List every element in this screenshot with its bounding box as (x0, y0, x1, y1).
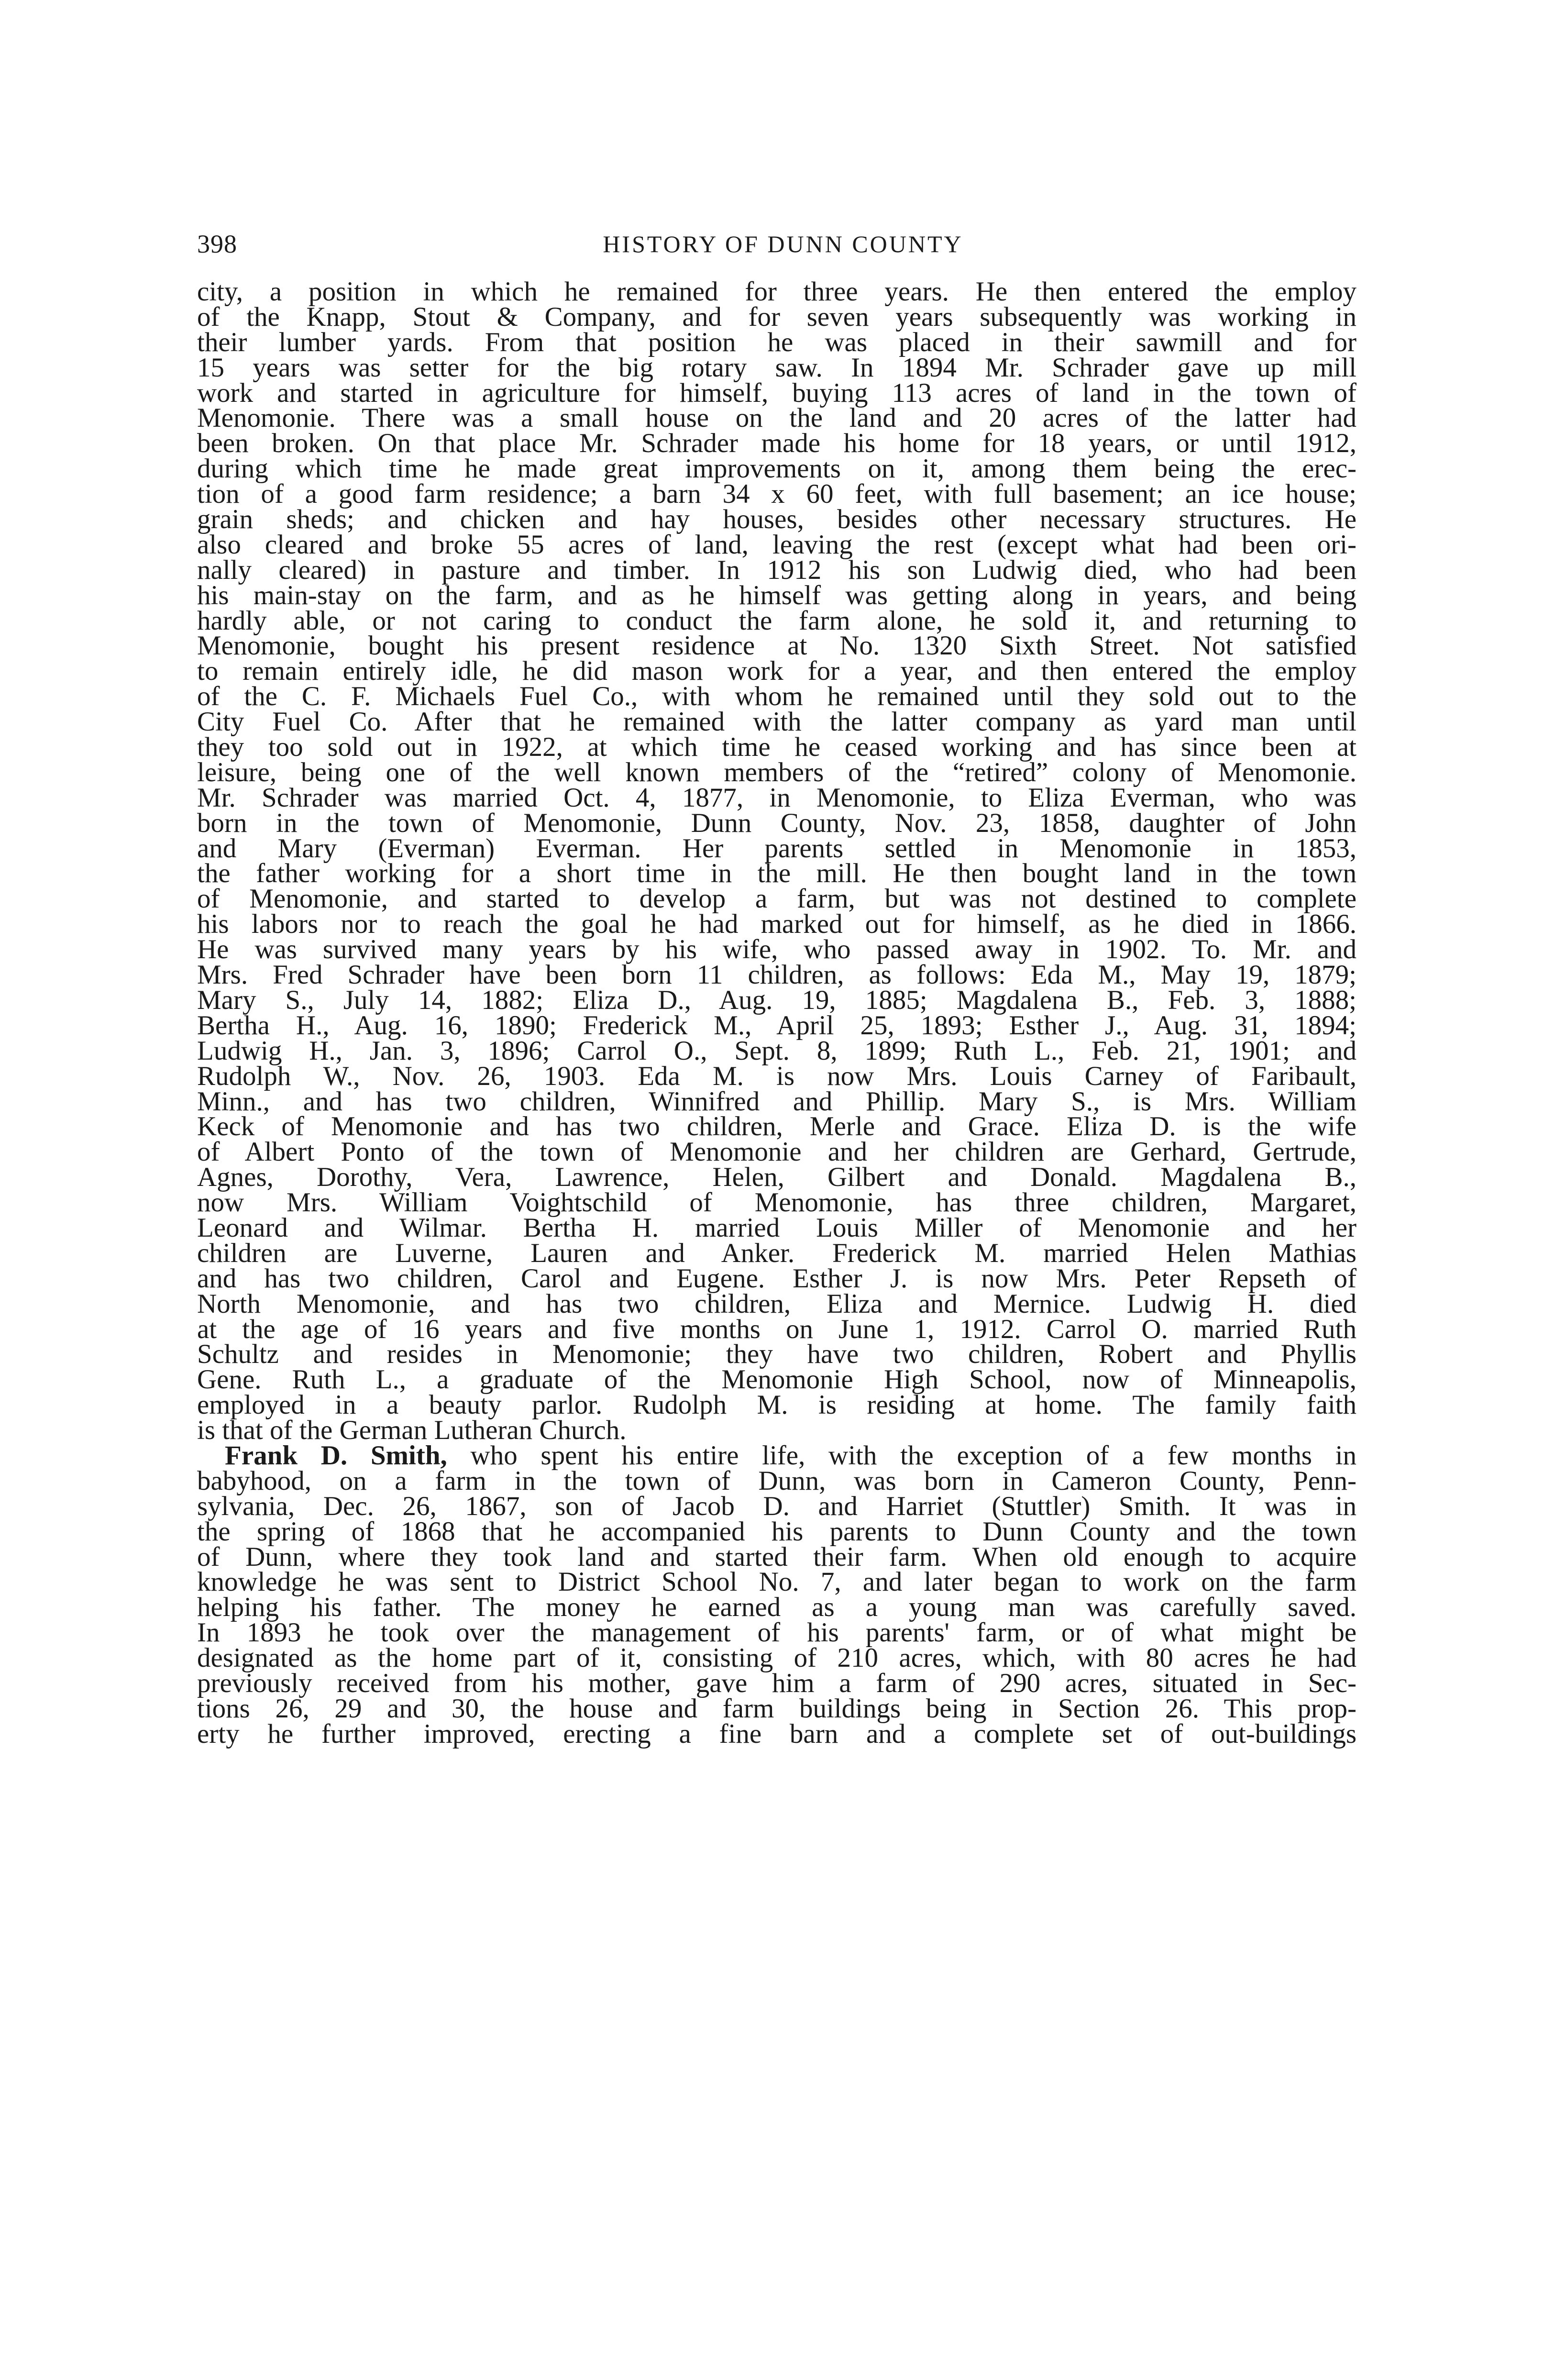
text-line: Schultz and resides in Menomonie; they have two children, Robert and Phyllis (197, 1339, 1356, 1370)
text-line: the spring of 1868 that he accompanied his parents to Dunn County and the town (197, 1516, 1356, 1547)
text-line: tion of a good farm residence; a barn 34 x 60 feet, with full basement; an ice house; (197, 479, 1356, 509)
entry-first-line (197, 1440, 1356, 1471)
text-line: children are Luverne, Lauren and Anker. Frederick M. married Helen Mathias (197, 1238, 1356, 1268)
text-line: Mr. Schrader was married Oct. 4, 1877, in Menomonie, to Eliza Everman, who was (197, 782, 1356, 813)
text-line: Mary S., July 14, 1882; Eliza D., Aug. 19, 1885; Magdalena B., Feb. 3, 1888; (197, 985, 1356, 1015)
text-line: Leonard and Wilmar. Bertha H. married Louis Miller of Menomonie and her (197, 1212, 1356, 1243)
text-line: designated as the home part of it, consisting of 210 acres, which, with 80 acres he had (197, 1643, 1356, 1673)
text-line: the father working for a short time in the mill. He then bought land in the town (197, 858, 1356, 889)
text-line: North Menomonie, and has two children, Eliza and Mernice. Ludwig H. died (197, 1288, 1356, 1319)
entry-first-line-text: who spent his entire life, with the exception of a few months in (447, 1440, 1356, 1471)
text-line: been broken. On that place Mr. Schrader made his home for 18 years, or until 1912, (197, 428, 1356, 459)
text-line: Rudolph W., Nov. 26, 1903. Eda M. is now Mrs. Louis Carney of Faribault, (197, 1061, 1356, 1091)
text-line: employed in a beauty parlor. Rudolph M. is residing at home. The family faith (197, 1390, 1356, 1420)
text-line: tions 26, 29 and 30, the house and farm buildings being in Section 26. This prop- (197, 1693, 1356, 1724)
text-line: Gene. Ruth L., a graduate of the Menomonie High School, now of Minneapolis, (197, 1364, 1356, 1395)
text-line: of Menomonie, and started to develop a farm, but was not destined to complete (197, 884, 1356, 914)
text-line: Menomonie, bought his present residence at No. 1320 Sixth Street. Not satisfied (197, 631, 1356, 661)
text-line: to remain entirely idle, he did mason work for a year, and then entered the employ (197, 656, 1356, 686)
text-line: Bertha H., Aug. 16, 1890; Frederick M., April 25, 1893; Esther J., Aug. 31, 1894; (197, 1010, 1356, 1041)
running-title: HISTORY OF DUNN COUNTY (603, 231, 963, 257)
text-line: his main-stay on the farm, and as he himself was getting along in years, and being (197, 580, 1356, 610)
page-number: 398 (197, 230, 237, 258)
running-head (197, 225, 1369, 263)
text-line: born in the town of Menomonie, Dunn County, Nov. 23, 1858, daughter of John (197, 808, 1356, 838)
text-line: of the Knapp, Stout & Company, and for seven years subsequently was working in (197, 301, 1356, 332)
text-line: during which time he made great improvements on it, among them being the erec- (197, 454, 1356, 484)
text-line: of Albert Ponto of the town of Menomonie and her children are Gerhard, Gertrude, (197, 1137, 1356, 1167)
text-line: helping his father. The money he earned as a young man was carefully saved. (197, 1592, 1356, 1623)
text-line: leisure, being one of the well known members of the “retired” colony of Menomonie. (197, 757, 1356, 787)
text-line: knowledge he was sent to District School No. 7, and later began to work on the farm (197, 1567, 1356, 1597)
text-line: 15 years was setter for the big rotary saw. In 1894 Mr. Schrader gave up mill (197, 352, 1356, 383)
entry-name: Frank D. Smith, (225, 1440, 447, 1471)
text-line: Minn., and has two children, Winnifred and Phillip. Mary S., is Mrs. William (197, 1086, 1356, 1117)
text-line: work and started in agriculture for himself, buying 113 acres of land in the town of (197, 377, 1356, 408)
text-line: also cleared and broke 55 acres of land, leaving the rest (except what had been ori- (197, 529, 1356, 560)
text-line: now Mrs. William Voightschild of Menomonie, has three children, Margaret, (197, 1187, 1356, 1218)
text-line: hardly able, or not caring to conduct the farm alone, he sold it, and returning to (197, 605, 1356, 636)
text-line: Menomonie. There was a small house on the land and 20 acres of the latter had (197, 403, 1356, 433)
text-line: grain sheds; and chicken and hay houses, besides other necessary structures. He (197, 504, 1356, 535)
text-line: sylvania, Dec. 26, 1867, son of Jacob D. and Harriet (Stuttler) Smith. It was in (197, 1491, 1356, 1521)
text-line: city, a position in which he remained for three years. He then entered the employ (197, 277, 1356, 307)
text-line: of Dunn, where they took land and started their farm. When old enough to acquire (197, 1541, 1356, 1572)
text-line: his labors nor to reach the goal he had marked out for himself, as he died in 1866. (197, 909, 1356, 940)
body-text (197, 279, 1356, 1747)
text-line: at the age of 16 years and five months on June 1, 1912. Carrol O. married Ruth (197, 1314, 1356, 1344)
text-line: nally cleared) in pasture and timber. In 1912 his son Ludwig died, who had been (197, 554, 1356, 585)
text-line: they too sold out in 1922, at which time he ceased working and has since been at (197, 732, 1356, 763)
text-line: of the C. F. Michaels Fuel Co., with whom he remained until they sold out to the (197, 681, 1356, 712)
text-line: and Mary (Everman) Everman. Her parents settled in Menomonie in 1853, (197, 833, 1356, 863)
paragraph-end-line: is that of the German Lutheran Church. (197, 1415, 627, 1446)
text-line: Ludwig H., Jan. 3, 1896; Carrol O., Sept. 8, 1899; Ruth L., Feb. 21, 1901; and (197, 1035, 1356, 1066)
text-line: Mrs. Fred Schrader have been born 11 children, as follows: Eda M., May 19, 1879; (197, 960, 1356, 990)
text-line: previously received from his mother, gave him a farm of 290 acres, situated in Sec- (197, 1668, 1356, 1698)
text-line: In 1893 he took over the management of his parents' farm, or of what might be (197, 1617, 1356, 1648)
text-line: and has two children, Carol and Eugene. Esther J. is now Mrs. Peter Repseth of (197, 1263, 1356, 1294)
text-line: He was survived many years by his wife, who passed away in 1902. To. Mr. and (197, 934, 1356, 965)
text-line: Agnes, Dorothy, Vera, Lawrence, Helen, Gilbert and Donald. Magdalena B., (197, 1162, 1356, 1193)
text-line: babyhood, on a farm in the town of Dunn, was born in Cameron County, Penn- (197, 1465, 1356, 1496)
text-line: Keck of Menomonie and has two children, Merle and Grace. Eliza D. is the wife (197, 1111, 1356, 1142)
text-line: their lumber yards. From that position he was placed in their sawmill and for (197, 327, 1356, 357)
text-line: City Fuel Co. After that he remained with the latter company as yard man until (197, 707, 1356, 737)
text-line: erty he further improved, erecting a fine barn and a complete set of out-buildings (197, 1718, 1356, 1749)
